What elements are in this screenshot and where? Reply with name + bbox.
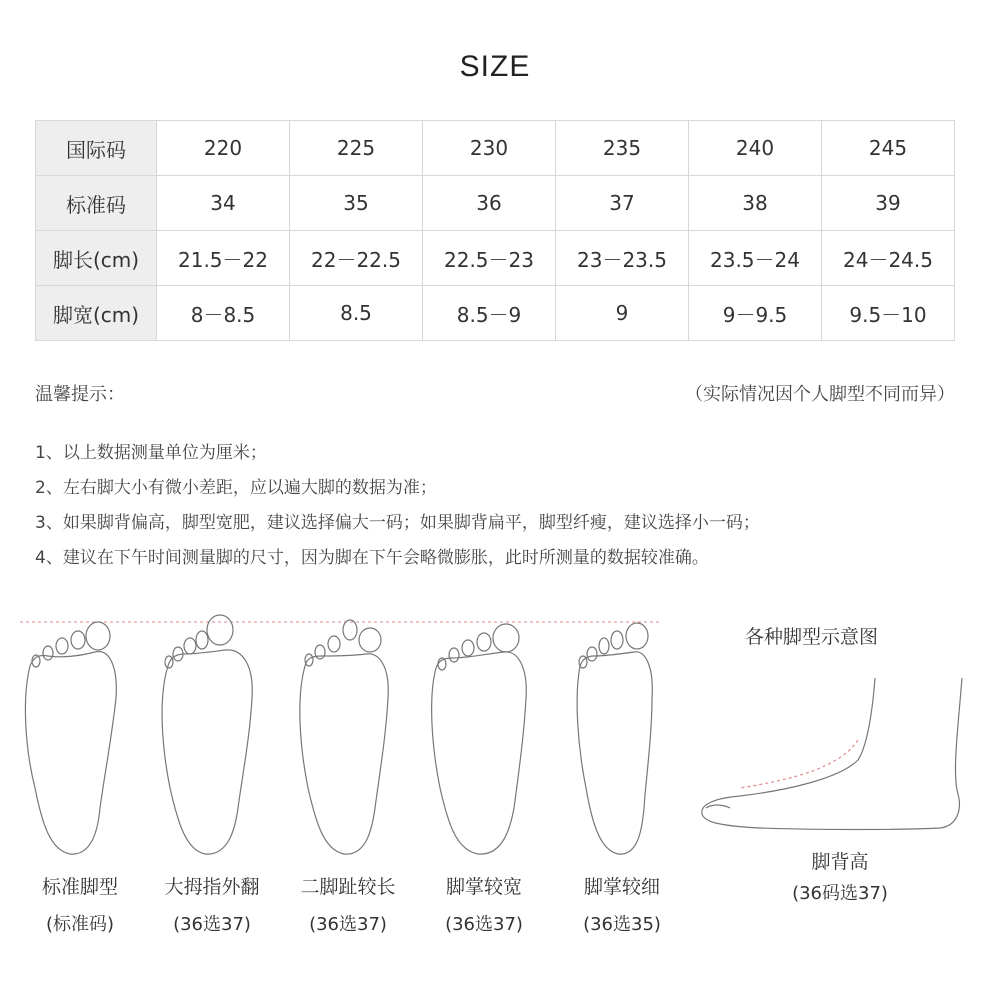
foot-types-illustration [0,608,990,990]
table-cell: 24－24.5 [822,231,955,286]
foot-type-advice: (36码选37) [792,883,888,904]
foot-type-name: 脚掌较宽 [445,876,522,898]
tip-item: 1、以上数据测量单位为厘米； [35,443,267,463]
tips-label: 温馨提示： [35,384,125,405]
table-cell: 39 [822,176,955,231]
table-cell: 21.5－22 [157,231,290,286]
tip-item: 2、左右脚大小有微小差距，应以遍大脚的数据为准； [35,478,437,498]
foot-high-instep-icon [702,678,962,830]
table-cell: 37 [556,176,689,231]
table-row [36,286,955,341]
table-row [36,121,955,176]
size-table [35,120,955,341]
table-cell: 8.5 [290,286,423,341]
foot-type-name: 二脚趾较长 [300,876,396,898]
foot-types-heading: 各种脚型示意图 [745,626,879,648]
table-cell: 9.5－10 [822,286,955,341]
table-cell: 230 [423,121,556,176]
foot-type-name: 大拇指外翻 [164,876,260,898]
table-cell: 38 [689,176,822,231]
tip-item: 3、如果脚背偏高，脚型宽肥，建议选择偏大一码；如果脚背扁平，脚型纤瘦，建议选择小一码； [35,513,760,533]
foot-type-advice: (36选37) [309,914,387,935]
foot-bunion-icon [162,615,252,854]
table-cell: 34 [157,176,290,231]
foot-type-advice: (36选37) [445,914,523,935]
row-header: 脚长(cm) [36,231,157,286]
table-cell: 9 [556,286,689,341]
table-cell: 22.5－23 [423,231,556,286]
table-row [36,176,955,231]
tip-item: 4、建议在下午时间测量脚的尺寸，因为脚在下午会略微膨胀，此时所测量的数据较准确。 [35,548,709,568]
table-cell: 8.5－9 [423,286,556,341]
table-cell: 225 [290,121,423,176]
tips-note: （实际情况因个人脚型不同而异） [685,384,955,405]
foot-type-name: 标准脚型 [41,876,118,898]
table-cell: 9－9.5 [689,286,822,341]
table-cell: 36 [423,176,556,231]
foot-type-advice: (标准码) [45,914,115,935]
table-cell: 35 [290,176,423,231]
table-cell: 8－8.5 [157,286,290,341]
table-row [36,231,955,286]
foot-type-name: 脚掌较细 [583,876,660,898]
page-title: SIZE [459,50,531,83]
foot-type-advice: (36选35) [583,914,661,935]
row-header: 标准码 [36,176,157,231]
row-header: 国际码 [36,121,157,176]
table-cell: 245 [822,121,955,176]
foot-long-second-toe-icon [300,620,388,854]
foot-wide-icon [432,624,527,854]
table-cell: 23.5－24 [689,231,822,286]
table-cell: 22－22.5 [290,231,423,286]
table-cell: 240 [689,121,822,176]
row-header: 脚宽(cm) [36,286,157,341]
table-cell: 23－23.5 [556,231,689,286]
table-cell: 220 [157,121,290,176]
foot-narrow-icon [577,623,652,854]
foot-type-advice: (36选37) [173,914,251,935]
tips-list [35,436,975,576]
table-cell: 235 [556,121,689,176]
foot-standard-icon [25,622,116,854]
foot-type-name: 脚背高 [811,851,869,873]
